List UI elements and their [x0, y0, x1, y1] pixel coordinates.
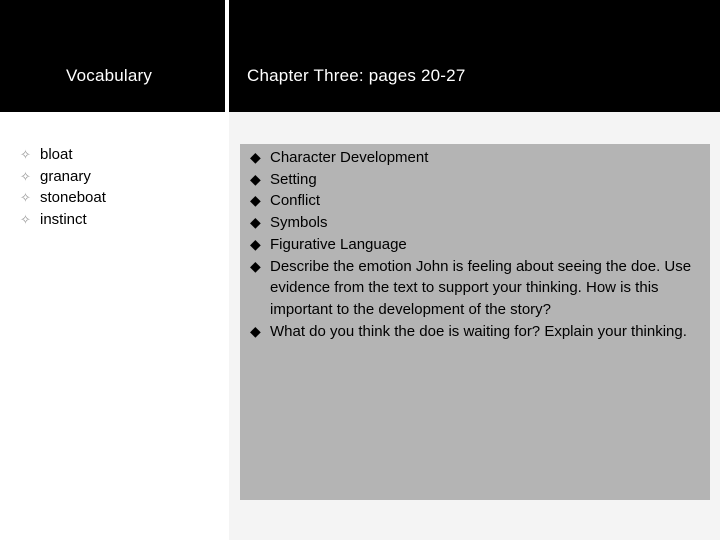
four-pointed-star-icon: ✧	[20, 168, 31, 184]
vocabulary-title: Vocabulary	[66, 66, 153, 85]
vocabulary-item	[20, 144, 106, 166]
topic-item	[250, 147, 706, 169]
vocabulary-item	[20, 209, 106, 231]
vocabulary-word: stoneboat	[40, 189, 106, 206]
vocabulary-list	[20, 144, 106, 230]
topic-item	[250, 169, 706, 191]
topic-text: Describe the emotion John is feeling about seeing the doe. Use evidence from the text to support your thinking. How is this important to the development of the story?	[270, 257, 692, 318]
four-pointed-star-icon: ✧	[20, 190, 31, 205]
chapter-content-box	[240, 144, 710, 500]
topic-item	[250, 234, 706, 256]
panel-divider	[225, 0, 229, 540]
topic-text: Conflict	[270, 192, 321, 210]
topic-text: Character Development	[270, 149, 429, 166]
topic-item	[250, 190, 706, 212]
topic-item	[250, 212, 706, 234]
four-pointed-star-icon: ✧	[20, 147, 31, 162]
vocabulary-item	[20, 166, 106, 188]
diamond-icon: ◆	[250, 192, 261, 209]
diamond-icon: ◆	[250, 214, 261, 231]
diamond-icon: ◆	[250, 170, 261, 187]
four-pointed-star-icon: ✧	[20, 211, 31, 227]
topic-text: What do you think the doe is waiting for? Explain your thinking.	[270, 322, 687, 340]
vocabulary-item	[20, 187, 106, 209]
diamond-icon: ◆	[250, 322, 261, 339]
left-header	[0, 0, 225, 112]
vocabulary-word: bloat	[40, 146, 73, 163]
topic-item	[250, 256, 706, 321]
topic-text: Figurative Language	[270, 235, 407, 253]
chapter-title: Chapter Three: pages 20-27	[247, 66, 466, 85]
topic-text: Symbols	[270, 214, 328, 232]
vocabulary-word: granary	[40, 167, 91, 185]
topic-text: Setting	[270, 170, 317, 188]
vocabulary-word: instinct	[40, 210, 87, 228]
topic-list	[240, 144, 710, 342]
topic-item	[250, 321, 706, 343]
diamond-icon: ◆	[250, 257, 261, 274]
diamond-icon: ◆	[250, 235, 261, 252]
diamond-icon: ◆	[250, 149, 261, 165]
right-header	[229, 0, 720, 112]
